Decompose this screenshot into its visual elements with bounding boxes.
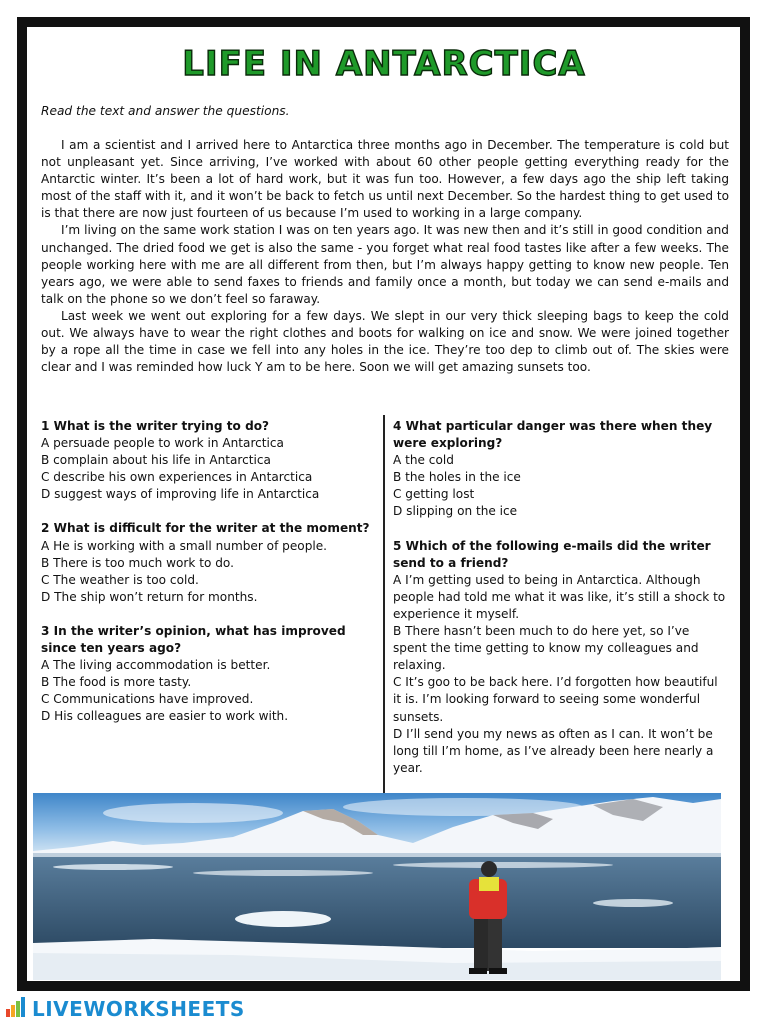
answer-option-b[interactable]: B There is too much work to do.: [41, 555, 234, 570]
answer-option-b[interactable]: B complain about his life in Antarctica: [41, 453, 271, 468]
column-divider: [383, 415, 385, 793]
passage-paragraph-2: I’m living on the same work station I was on ten years ago. It was new then and it’s still in good condition and unchanged. The dried food we get is also the same - you forget what real food tastes like after a few weeks. The people working here with me are all different from then, but I’m always happy getting to know new people. Ten years ago, we were able to send faxes to friends and family once a month, but today we can send e-mails and talk on the phone so we don’t feel so faraway.: [41, 223, 729, 306]
question-text: 5 Which of the following e-mails did the writer send to a friend?: [393, 538, 711, 570]
answer-option-d[interactable]: D I’ll send you my news as often as I can. It won’t be long till I’m home, as I’ve already been here nearly a year.: [393, 726, 714, 775]
passage-paragraph-1: I am a scientist and I arrived here to Antarctica three months ago in December. The temperature is cold but not unpleasant yet. Since arriving, I’ve worked with about 60 other people getting everything ready for the Antarctic winter. It’s been a lot of hard work, but it was fun too. However, a few days ago the ship left taking most of the staff with it, and it won’t be back to fetch us until next December. So the hardest thing to get used to is that there are now just fourteen of us because I’m used to working in a large company.: [41, 138, 729, 221]
answer-option-d[interactable]: D The ship won’t return for months.: [41, 589, 258, 604]
answer-option-a[interactable]: A I’m getting used to being in Antarctica. Although people had told me what it was like, it’s still a shock to experience it myself.: [393, 572, 726, 621]
answer-option-c[interactable]: C getting lost: [393, 487, 475, 502]
answer-option-a[interactable]: A He is working with a small number of people.: [41, 538, 328, 553]
answer-option-d[interactable]: D slipping on the ice: [393, 504, 518, 519]
answer-option-a[interactable]: A persuade people to work in Antarctica: [41, 436, 284, 451]
answer-option-c[interactable]: C describe his own experiences in Antarctica: [41, 470, 313, 485]
page-title: LIFE IN ANTARCTICA: [182, 44, 586, 84]
questions-right-column: [393, 418, 727, 794]
answer-option-b[interactable]: B the holes in the ice: [393, 470, 521, 485]
footer: [6, 997, 245, 1021]
question-5: [393, 538, 727, 777]
brand-name[interactable]: LIVEWORKSHEETS: [32, 997, 245, 1021]
answer-option-a[interactable]: A The living accommodation is better.: [41, 658, 271, 673]
answer-option-b[interactable]: B The food is more tasty.: [41, 675, 192, 690]
question-1: [41, 418, 375, 503]
instruction-text: Read the text and answer the questions.: [41, 104, 290, 118]
question-text: 1 What is the writer trying to do?: [41, 419, 270, 433]
passage-paragraph-3: Last week we went out exploring for a few days. We slept in our very thick sleeping bags to keep the cold out. We always have to wear the right clothes and boots for walking on ice and snow. We were joined together by a rope all the time in case we fell into any holes in the ice. They’re too dep to climb out of. The skies were clear and I was reminded how luck Y am to be here. Soon we will get amazing sunsets too.: [41, 308, 729, 375]
reading-passage: [41, 137, 729, 376]
answer-option-d[interactable]: D suggest ways of improving life in Antarctica: [41, 487, 320, 502]
answer-option-a[interactable]: A the cold: [393, 453, 454, 468]
question-text: 4 What particular danger was there when they were exploring?: [393, 419, 713, 451]
question-text: 3 In the writer’s opinion, what has improved since ten years ago?: [41, 623, 346, 656]
answer-option-d[interactable]: D His colleagues are easier to work with.: [41, 709, 289, 724]
answer-option-b[interactable]: B There hasn’t been much to do here yet, so I’ve spent the time getting to know my colleagues and relaxing.: [393, 624, 699, 673]
answer-option-c[interactable]: C It’s goo to be back here. I’d forgotten how beautiful it is. I’m looking forward to seeing some wonderful sunsets.: [393, 675, 718, 724]
question-4: [393, 418, 727, 521]
question-text: 2 What is difficult for the writer at the moment?: [41, 521, 370, 536]
question-3: [41, 623, 375, 726]
questions-left-column: [41, 418, 375, 743]
question-2: [41, 520, 375, 605]
answer-option-c[interactable]: C Communications have improved.: [41, 692, 254, 707]
antarctica-photo: [33, 793, 721, 980]
liveworksheets-logo-icon: [6, 997, 28, 1021]
answer-option-c[interactable]: C The weather is too cold.: [41, 572, 199, 587]
